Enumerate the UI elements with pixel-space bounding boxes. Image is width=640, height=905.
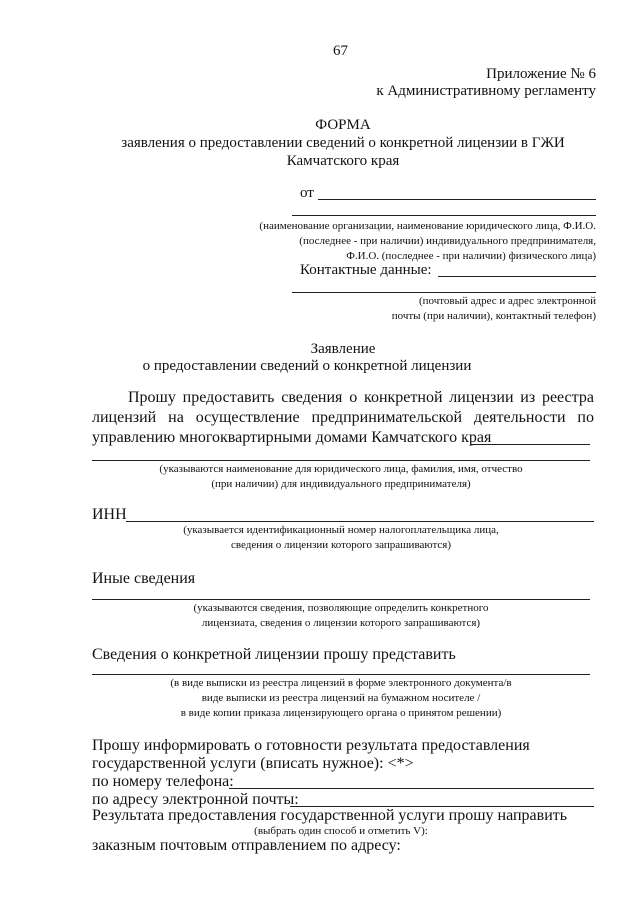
from-hint-3: Ф.И.О. (последнее - при наличии) физического лица) [346,250,596,262]
statement-title: Заявление [310,341,376,357]
licensee-hint-2: (при наличии) для индивидуального предпринимателя) [211,478,471,490]
from-hint-1: (наименование организации, наименование юридического лица, Ф.И.О. [259,220,596,232]
notify-line-2: государственной услуги (вписать нужное): <*> [92,755,414,772]
statement-subtitle: о предоставлении сведений о конкретной лицензии [142,358,472,374]
other-info-field[interactable] [92,599,590,600]
from-field[interactable] [318,199,596,200]
licensee-field-2[interactable] [92,460,590,461]
inn-field[interactable] [126,521,594,522]
result-line: Результата предоставления государственной услуги прошу направить [92,807,568,824]
form-heading: ФОРМА [315,117,371,133]
form-title-line-2: Камчатского края [286,153,400,169]
other-info-label: Иные сведения [92,570,196,587]
phone-label: по номеру телефона: [92,773,234,790]
inn-hint-2: сведения о лицензии которого запрашиваются) [230,539,451,551]
contact-field-2[interactable] [292,292,596,293]
format-hint-3: в виде копии приказа лицензирующего органа о принятом решении) [180,707,502,719]
contact-hint-1: (почтовый адрес и адрес электронной [418,295,596,307]
appendix-line-1: Приложение № 6 [486,66,596,82]
statement-paragraph-line-3: управлению многоквартирными домами Камчатского края [92,429,492,446]
from-field-2[interactable] [292,215,596,216]
statement-paragraph-line-1: Прошу предоставить сведения о конкретной лицензии из реестра [128,389,594,406]
other-info-hint-2: лицензиата, сведения о лицензии которого запрашиваются) [201,617,481,629]
form-title-line-1: заявления о предоставлении сведений о конкретной лицензии в ГЖИ [121,135,565,151]
contact-hint-2: почты (при наличии), контактный телефон) [391,310,596,322]
licensee-hint-1: (указываются наименование для юридического лица, фамилия, имя, отчество [159,463,523,475]
contact-label: Контактные данные: [300,262,432,278]
statement-paragraph-line-2: лицензий на осуществление предпринимательской деятельности по [92,409,594,426]
inn-hint-1: (указывается идентификационный номер налогоплательщика лица, [183,524,499,536]
email-label: по адресу электронной почты: [92,791,299,808]
licensee-field[interactable] [470,444,590,445]
mail-label: заказным почтовым отправлением по адресу: [92,837,401,854]
phone-field[interactable] [229,788,594,789]
from-label: от [300,185,314,201]
page-number: 67 [333,43,348,59]
format-field[interactable] [92,674,590,675]
appendix-line-2: к Административному регламенту [376,83,596,99]
other-info-hint-1: (указываются сведения, позволяющие определить конкретного [193,602,489,614]
notify-line-1: Прошу информировать о готовности результата предоставления [92,737,530,754]
from-hint-2: (последнее - при наличии) индивидуального предпринимателя, [299,235,596,247]
format-hint-1: (в виде выписки из реестра лицензий в форме электронного документа/в [170,677,512,689]
inn-label: ИНН [92,506,127,523]
format-label: Сведения о конкретной лицензии прошу представить [92,646,456,663]
contact-field[interactable] [438,276,596,277]
format-hint-2: виде выписки из реестра лицензий на бумажном носителе / [201,692,481,704]
result-hint: (выбрать один способ и отметить V): [254,825,428,837]
